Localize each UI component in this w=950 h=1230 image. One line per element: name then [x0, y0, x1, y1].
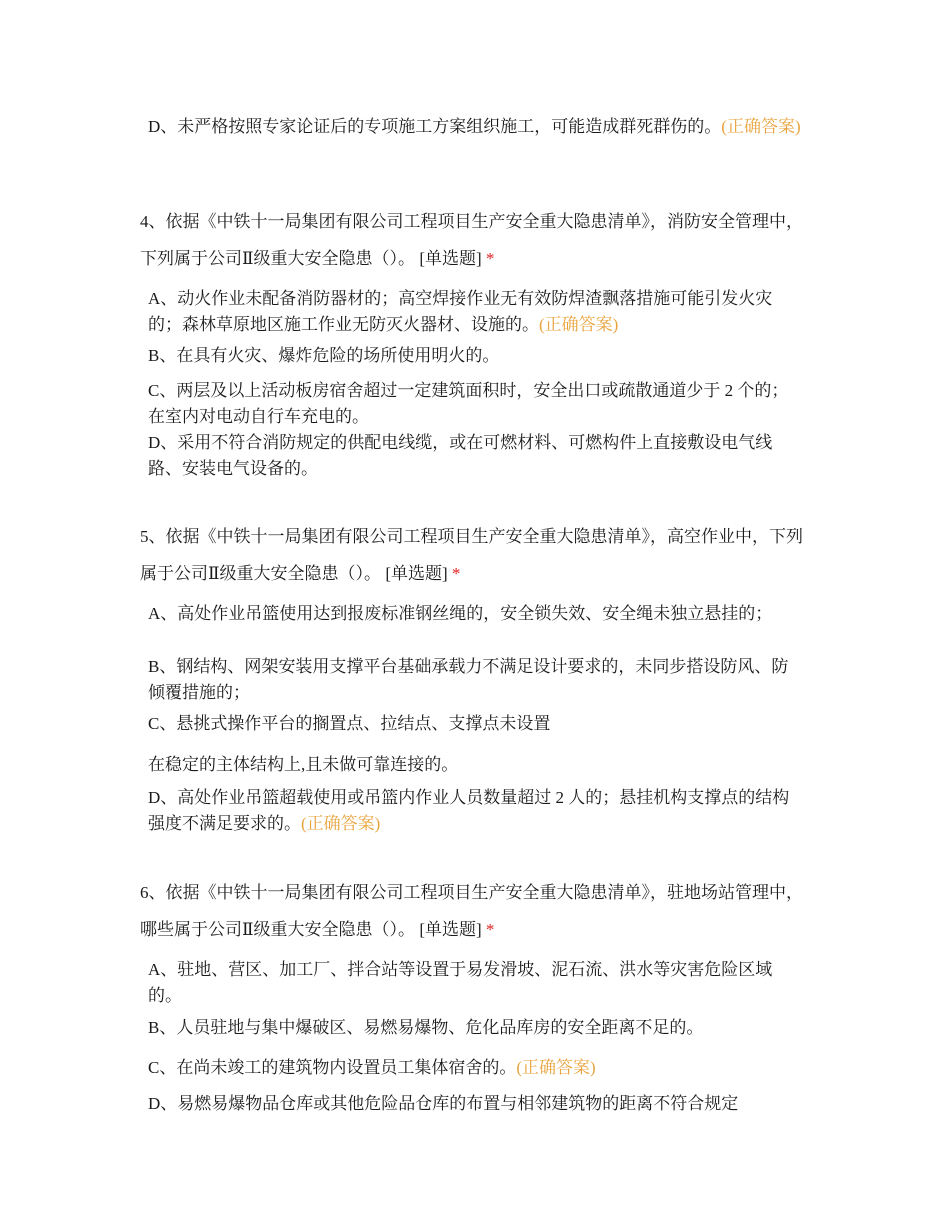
q5-option-a: A、高处作业吊篮使用达到报废标准钢丝绳的，安全锁失效、安全绳未独立悬挂的； — [148, 604, 773, 623]
required-mark: * — [451, 564, 461, 583]
question-type-label: [单选题] — [385, 564, 448, 583]
q5-option-d: D、高处作业吊篮超载使用或吊篮内作业人员数量超过 2 人的；悬挂机构支撑点的结构强度不满足要求的。(正确答案) — [148, 788, 790, 833]
q6-option-d: D、易燃易爆物品仓库或其他危险品仓库的布置与相邻建筑物的距离不符合规定 — [148, 1094, 739, 1113]
q6-option-b: B、人员驻地与集中爆破区、易燃易爆物、危化品库房的安全距离不足的。 — [148, 1018, 704, 1037]
q4-option-c: C、两层及以上活动板房宿舍超过一定建筑面积时，安全出口或疏散通道少于 2 个的；在室内对电动自行车充电的。 — [148, 381, 789, 426]
q5-option-b: B、钢结构、网架安装用支撑平台基础承载力不满足设计要求的，未同步搭设防风、防倾覆措施的； — [148, 657, 789, 702]
q4-option-d: D、采用不符合消防规定的供配电线缆，或在可燃材料、可燃构件上直接敷设电气线路、安装电气设备的。 — [148, 433, 773, 478]
correct-answer-tag: (正确答案) — [301, 814, 381, 833]
q4-title: 4、依据《中铁十一局集团有限公司工程项目生产安全重大隐患清单》，消防安全管理中，下列属于公司Ⅱ级重大安全隐患（）。 [单选题] * — [140, 212, 803, 268]
q5-title: 5、依据《中铁十一局集团有限公司工程项目生产安全重大隐患清单》，高空作业中，下列属于公司Ⅱ级重大安全隐患（）。 [单选题] * — [140, 527, 803, 583]
question-type-label: [单选题] — [419, 920, 482, 939]
q6-option-c: C、在尚未竣工的建筑物内设置员工集体宿舍的。(正确答案) — [148, 1058, 596, 1077]
correct-answer-tag: (正确答案) — [516, 1058, 596, 1077]
correct-answer-tag: (正确答案) — [721, 117, 801, 136]
q5-option-c-line2: 在稳定的主体结构上,且未做可靠连接的。 — [148, 755, 459, 774]
correct-answer-tag: (正确答案) — [539, 315, 619, 334]
question-type-label: [单选题] — [419, 249, 482, 268]
q3-option-d: D、未严格按照专家论证后的专项施工方案组织施工，可能造成群死群伤的。(正确答案) — [148, 117, 801, 136]
q4-option-b: B、在具有火灾、爆炸危险的场所使用明火的。 — [148, 346, 500, 365]
required-mark: * — [485, 249, 495, 268]
q6-option-a: A、驻地、营区、加工厂、拌合站等设置于易发滑坡、泥石流、洪水等灾害危险区域的。 — [148, 960, 773, 1005]
q5-option-c-line1: C、悬挑式操作平台的搁置点、拉结点、支撑点未设置 — [148, 714, 551, 733]
q6-title: 6、依据《中铁十一局集团有限公司工程项目生产安全重大隐患清单》，驻地场站管理中，哪些属于公司Ⅱ级重大安全隐患（）。 [单选题] * — [140, 883, 803, 939]
q4-option-a: A、动火作业未配备消防器材的；高空焊接作业无有效防焊渣飘落措施可能引发火灾的；森林草原地区施工作业无防灭火器材、设施的。(正确答案) — [148, 289, 773, 334]
required-mark: * — [485, 920, 495, 939]
